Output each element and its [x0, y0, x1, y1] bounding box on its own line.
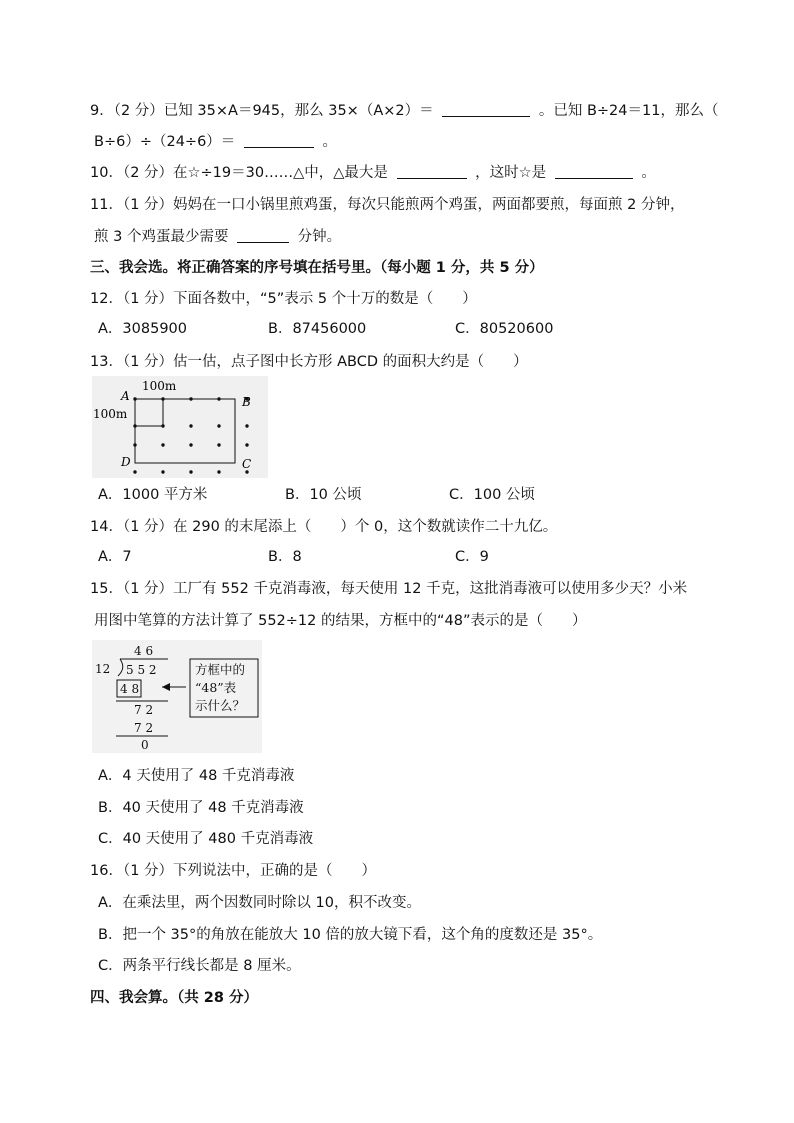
q9-text-b: 。已知 B÷24＝11，那么（	[538, 103, 719, 119]
q15-option-a[interactable]: A．4 天使用了 48 千克消毒液	[98, 768, 295, 784]
grid-dot	[161, 470, 164, 473]
grid-dot	[161, 397, 164, 400]
q15-dividend: 5 5 2	[126, 663, 157, 677]
grid-dot	[189, 397, 192, 400]
grid-dot	[217, 443, 220, 446]
q12-option-b[interactable]: B．87456000	[268, 321, 367, 337]
q10-text-b: ，这时☆是	[475, 165, 547, 181]
grid-dot	[189, 424, 192, 427]
q13-corner-b-label: B	[242, 395, 251, 409]
q15-long-division-figure	[92, 640, 262, 753]
q11-line2	[0, 227, 794, 247]
q12-option-a[interactable]: A．3085900	[98, 321, 187, 337]
q13-stem: 13．（1 分）估一估，点子图中长方形 ABCD 的面积大约是（ ）	[90, 354, 528, 370]
grid-dot	[133, 424, 136, 427]
q13-dot-grid-figure	[92, 376, 268, 478]
grid-dot	[189, 443, 192, 446]
grid-dot	[133, 397, 136, 400]
q14-stem: 14．（1 分）在 290 的末尾添上（ ）个 0，这个数就读作二十九亿。	[90, 519, 558, 535]
q9-line2	[0, 132, 794, 152]
q13-option-b[interactable]: B．10 公顷	[285, 487, 362, 503]
q13-corner-a-label: A	[121, 389, 130, 403]
grid-dot	[133, 470, 136, 473]
q13-top-length-label: 100m	[142, 379, 177, 393]
grid-dot	[217, 470, 220, 473]
q14-option-b[interactable]: B．8	[268, 549, 302, 565]
q15-remainder: 0	[141, 738, 149, 752]
q11-blank[interactable]	[237, 228, 289, 243]
q9-text-c: B÷6）÷（24÷6）＝	[94, 134, 236, 150]
q15-subtract-72: 7 2	[134, 703, 154, 717]
q15-callout-line3: 示什么？	[195, 698, 246, 713]
q12-option-c[interactable]: C．80520600	[455, 321, 554, 337]
q10-blank-1[interactable]	[397, 164, 467, 179]
q16-option-a[interactable]: A．在乘法里，两个因数同时除以 10，积不改变。	[98, 895, 421, 911]
grid-dot	[161, 443, 164, 446]
q11-text-a: 煎 3 个鸡蛋最少需要	[94, 229, 229, 245]
q16-option-b[interactable]: B．把一个 35°的角放在能放大 10 倍的放大镜下看，这个角的度数还是 35°。	[98, 927, 603, 943]
q9-text-a: 9．（2 分）已知 35×A＝945，那么 35×（A×2）＝	[90, 103, 434, 119]
grid-dot	[217, 424, 220, 427]
q12-stem: 12．（1 分）下面各数中，“5”表示 5 个十万的数是（ ）	[90, 291, 477, 307]
q13-side-length-label: 100m	[93, 407, 128, 421]
grid-dot	[161, 424, 164, 427]
q10-text-c: 。	[641, 165, 656, 181]
section-3-heading: 三、我会选。将正确答案的序号填在括号里。（每小题 1 分，共 5 分）	[90, 260, 544, 276]
q10-blank-2[interactable]	[555, 164, 633, 179]
grid-dot	[189, 470, 192, 473]
q15-option-b[interactable]: B．40 天使用了 48 千克消毒液	[98, 800, 304, 816]
q13-option-c[interactable]: C．100 公顷	[449, 487, 535, 503]
q15-callout-line1: 方框中的	[195, 662, 246, 677]
q9-line1	[0, 101, 794, 121]
q11-text-b: 分钟。	[297, 229, 342, 245]
q16-option-c[interactable]: C．两条平行线长都是 8 厘米。	[98, 958, 301, 974]
q14-option-a[interactable]: A．7	[98, 549, 132, 565]
q15-divisor: 12	[95, 662, 111, 676]
q15-boxed-48: 4 8	[120, 682, 140, 696]
q13-option-a[interactable]: A．1000 平方米	[98, 487, 208, 503]
q15-quotient: 4 6	[134, 644, 154, 658]
q9-blank-1[interactable]	[442, 102, 530, 117]
q15-product-72: 7 2	[134, 721, 154, 735]
q13-corner-c-label: C	[242, 457, 252, 471]
q13-corner-d-label: D	[121, 455, 131, 469]
q10-line	[0, 163, 794, 183]
q9-text-d: 。	[322, 134, 338, 150]
q10-text-a: 10．（2 分）在☆÷19＝30……△中，△最大是	[90, 165, 388, 181]
q15-option-c[interactable]: C．40 天使用了 480 千克消毒液	[98, 831, 314, 847]
q15-stem-line2: 用图中笔算的方法计算了 552÷12 的结果，方框中的“48”表示的是（ ）	[94, 613, 587, 629]
grid-dot	[133, 443, 136, 446]
section-4-heading: 四、我会算。（共 28 分）	[90, 990, 259, 1006]
q11-line1: 11．（1 分）妈妈在一口小锅里煎鸡蛋，每次只能煎两个鸡蛋，两面都要煎，每面煎 2 分钟，	[90, 197, 685, 213]
q16-stem: 16．（1 分）下列说法中，正确的是（ ）	[90, 863, 377, 879]
q15-stem-line1: 15．（1 分）工厂有 552 千克消毒液，每天使用 12 千克，这批消毒液可以使用多少天？小米	[90, 581, 688, 597]
grid-dot	[245, 424, 248, 427]
grid-dot	[245, 443, 248, 446]
q15-callout-line2: “48”表	[195, 680, 237, 695]
q9-blank-2[interactable]	[244, 133, 314, 148]
q14-option-c[interactable]: C．9	[455, 549, 489, 565]
grid-dot	[217, 397, 220, 400]
